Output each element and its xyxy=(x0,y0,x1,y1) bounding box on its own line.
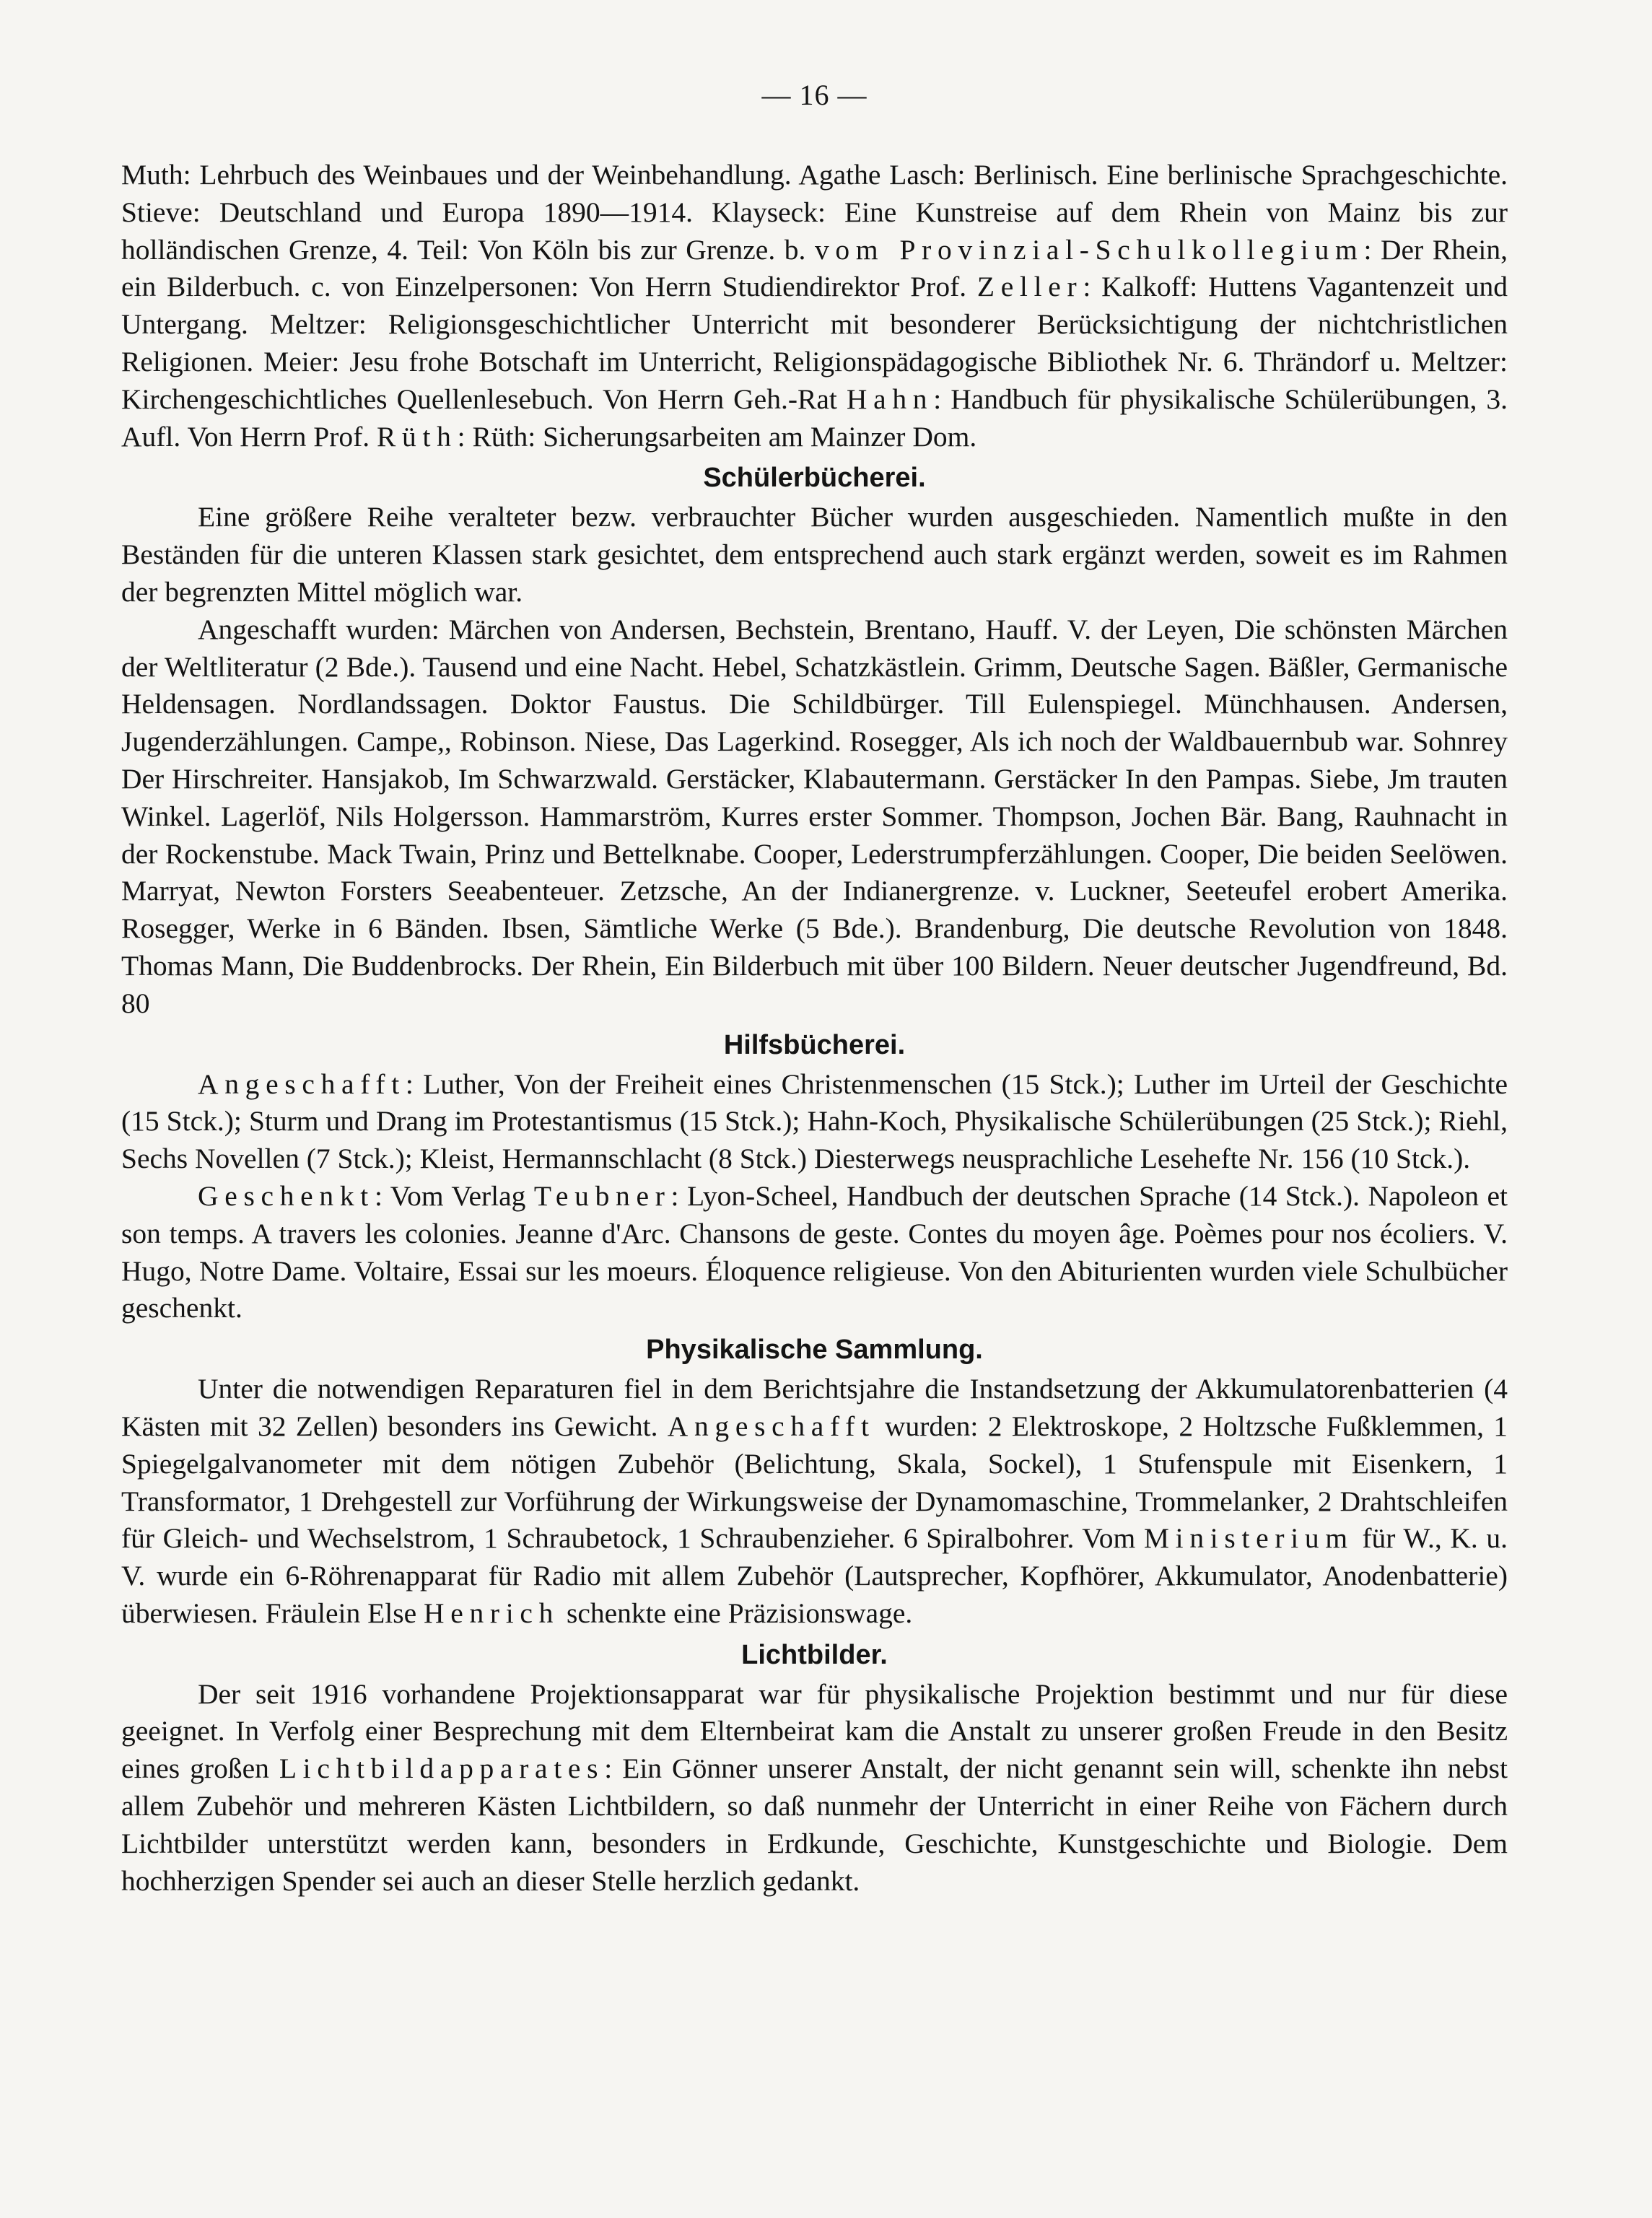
physik-spaced-2: Ministerium xyxy=(1143,1522,1354,1555)
physik-text-a: Unter die notwendigen Reparaturen fiel in dem Berichtsjahre die Instandsetzung der Akkumulatorenbatterien (4 Kästen mit 32 Zellen) besonders ins Gewicht. xyxy=(121,1373,1508,1442)
schuelerbuecherei-section xyxy=(121,499,1508,1022)
lichtbilder-section xyxy=(121,1676,1508,1900)
intro-text-e: : Rüth: Sicherungsarbeiten am Mainzer Dom. xyxy=(457,420,977,453)
intro-spaced-1: vom Provinzial-Schulkollegium xyxy=(814,233,1364,266)
hilfsbuecherei-text-2b: : Lyon-Scheel, Handbuch der deutschen Sprache (14 Stck.). Napoleon et son temps. A travers les colonies. Jeanne d'Arc. Chansons de geste. Contes du moyen âge. Poèmes pour nos écoliers. V. Hugo, Notre Dame. Voltaire, Essai sur les moeurs. Éloquence religieuse. Von den Abiturienten wurden viele Schulbücher geschenkt. xyxy=(121,1179,1508,1324)
physik-text-c: für W., K. u. V. wurde ein 6-Röhrenapparat für Radio mit allem Zubehör (Lautsprecher, Kopfhörer, Akkumulator, Anodenbatterie) überwiesen. Fräulein Else xyxy=(121,1522,1508,1629)
lichtbilder-spaced-1: Lichtbildapparates xyxy=(279,1752,605,1785)
hilfsbuecherei-paragraph-2 xyxy=(121,1178,1508,1327)
section-heading-physik: Physikalische Sammlung. xyxy=(646,1335,983,1366)
intro-spaced-2: Zeller xyxy=(976,271,1083,303)
physik-text-d: schenkte eine Präzisionswage. xyxy=(559,1597,913,1629)
physik-spaced-1: Angeschafft xyxy=(667,1410,875,1442)
hilfsbuecherei-paragraph-1 xyxy=(121,1066,1508,1178)
hilfsbuecherei-text-1: : Luther, Von der Freiheit eines Christenmenschen (15 Stck.); Luther im Urteil der Geschichte (15 Stck.); Sturm und Drang im Protestantismus (15 Stck.); Hahn-Koch, Physikalische Schülerübungen (25 Stck.); Riehl, Sechs Novellen (7 Stck.); Kleist, Hermannschlacht (8 Stck.) Diesterwegs neusprachliche Lesehefte Nr. 156 (10 Stck.). xyxy=(121,1067,1508,1175)
section-heading-hilfsbuecherei: Hilfsbücherei. xyxy=(723,1029,906,1060)
intro-spaced-4: Rüth xyxy=(377,420,458,453)
intro-text-b: : Der Rhein, ein Bilderbuch. c. von Einzelpersonen: Von Herrn Studiendirektor Prof. xyxy=(121,233,1508,303)
intro-section xyxy=(121,157,1508,455)
lichtbilder-text-a: Der seit 1916 vorhandene Projektionsapparat war für physikalische Projektion bestimmt und nur für diese geeignet. In Verfolg einer Besprechung mit dem Elternbeirat kam die Anstalt zu unserer großen Freude in den Besitz eines großen xyxy=(121,1677,1508,1785)
hilfsbuecherei-text-2a: : Vom Verlag xyxy=(374,1179,534,1212)
physik-text-b: wurden: 2 Elektroskope, 2 Holtzsche Fußklemmen, 1 Spiegelgalvanometer mit dem nötigen Zubehör (Belichtung, Skala, Sockel), 1 Stufenspule mit Eisenkern, 1 Transformator, 1 Drehgestell zur Vorführung der Wirkungsweise der Dynamomaschine, Trommelanker, 2 Drahtschleifen für Gleich- und Wechselstrom, 1 Schraubetock, 1 Schraubenzieher. 6 Spiralbohrer. Vom xyxy=(121,1410,1508,1555)
schuelerbuecherei-paragraph-2: Angeschafft wurden: Märchen von Andersen, Bechstein, Brentano, Hauff. V. der Leyen, Die schönsten Märchen der Weltliteratur (2 Bde.). Tausend und eine Nacht. Hebel, Schatzkästlein. Grimm, Deutsche Sagen. Bäßler, Germanische Heldensagen. Nordlandssagen. Doktor Faustus. Die Schildbürger. Till Eulenspiegel. Münchhausen. Andersen, Jugenderzählungen. Campe,, Robinson. Niese, Das Lagerkind. Rosegger, Als ich noch der Waldbauernbub war. Sohnrey Der Hirschreiter. Hansjakob, Im Schwarzwald. Gerstäcker, Klabautermann. Gerstäcker In den Pampas. Siebe, Jm trauten Winkel. Lagerlöf, Nils Holgersson. Hammarström, Kurres erster Sommer. Thompson, Jochen Bär. Bang, Rauhnacht in der Rockenstube. Mack Twain, Prinz und Bettelknabe. Cooper, Lederstrumpferzählungen. Cooper, Die beiden Seelöwen. Marryat, Newton Forsters Seeabenteuer. Zetzsche, An der Indianergrenze. v. Luckner, Seeteufel erobert Amerika. Rosegger, Werke in 6 Bänden. Ibsen, Sämtliche Werke (5 Bde.). Brandenburg, Die deutsche Revolution von 1848. Thomas Mann, Die Buddenbrocks. Der Rhein, Ein Bilderbuch mit über 100 Bildern. Neuer deutscher Jugendfreund, Bd. 80 xyxy=(121,613,1508,1019)
section-heading-schuelerbuecherei: Schülerbücherei. xyxy=(703,463,926,494)
hilfsbuecherei-spaced-1: Angeschafft xyxy=(198,1067,406,1100)
intro-text-c: : Kalkoff: Huttens Vagantenzeit und Untergang. Meltzer: Religionsgeschichtlicher Unterricht mit besonderer Berücksichtigung der nichtchristlichen Religionen. Meier: Jesu frohe Botschaft im Unterricht, Religionspädagogische Bibliothek Nr. 6. Thrändorf u. Meltzer: Kirchengeschichtliches Quellenlesebuch. Von Herrn Geh.-Rat xyxy=(121,271,1508,415)
hilfsbuecherei-spaced-2: Geschenkt xyxy=(198,1179,375,1212)
intro-text-a: Muth: Lehrbuch des Weinbaues und der Weinbehandlung. Agathe Lasch: Berlinisch. Eine berlinische Sprachgeschichte. Stieve: Deutschland und Europa 1890—1914. Klayseck: Eine Kunstreise auf dem Rhein von Mainz bis zur holländischen Grenze, 4. Teil: Von Köln bis zur Grenze. b. xyxy=(121,159,1508,266)
intro-paragraph xyxy=(121,157,1508,455)
lichtbilder-paragraph xyxy=(121,1676,1508,1900)
physik-paragraph xyxy=(121,1371,1508,1633)
section-heading-lichtbilder: Lichtbilder. xyxy=(741,1639,888,1670)
hilfsbuecherei-spaced-3: Teubner xyxy=(533,1179,671,1212)
physik-spaced-3: Henrich xyxy=(424,1597,560,1629)
hilfsbuecherei-section xyxy=(121,1066,1508,1328)
page-number: — 16 — xyxy=(761,79,867,111)
schuelerbuecherei-paragraph-1: Eine größere Reihe veralteter bezw. verbrauchter Bücher wurden ausgeschieden. Namentlich mußte in den Beständen für die unteren Klassen stark gesichtet, dem entsprechend auch stark ergänzt werden, soweit es im Rahmen der begrenzten Mittel möglich war. xyxy=(121,501,1508,608)
physik-section xyxy=(121,1371,1508,1633)
intro-text-d: : Handbuch für physikalische Schülerübungen, 3. Aufl. Von Herrn Prof. xyxy=(121,383,1508,453)
intro-spaced-3: Hahn xyxy=(846,383,934,415)
lichtbilder-text-b: : Ein Gönner unserer Anstalt, der nicht genannt sein will, schenkte ihn nebst allem Zubehör und mehreren Kästen Lichtbildern, so daß nunmehr der Unterricht in einer Reihe von Fächern durch Lichtbilder unterstützt werden kann, besonders in Erdkunde, Geschichte, Kunstgeschichte und Biologie. Dem hochherzigen Spender sei auch an dieser Stelle herzlich gedankt. xyxy=(121,1752,1508,1897)
